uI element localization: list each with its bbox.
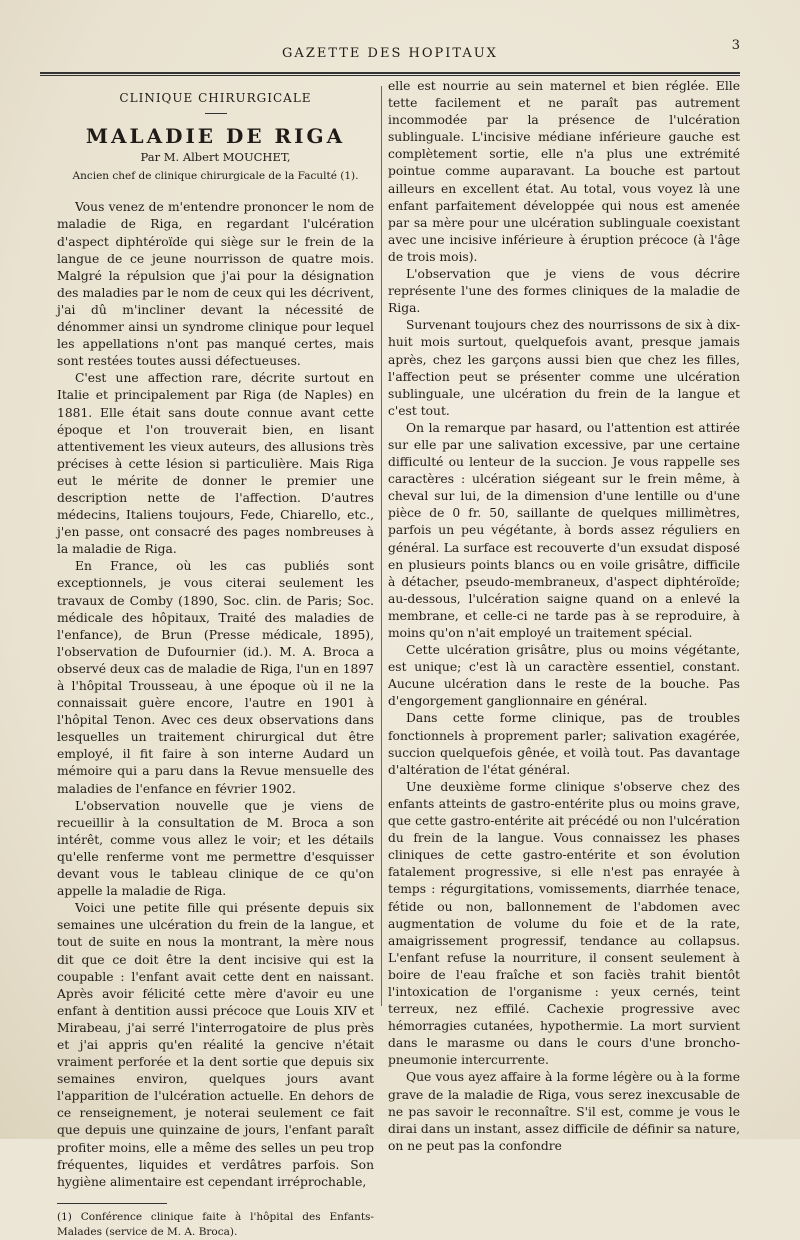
paragraph: Une deuxième forme clinique s'observe chez des enfants atteints de gastro-entérite plus ou moins grave, que cette gastro-entérite ait précédé ou non l'ulcération du frein de la langue. Vous connaissez les phases cliniques de cette gastro-entérite et son évolution fatalement progressive, si elle n'est pas enrayée à temps : régurgitations, vomissements, diarrhée tenace, fétide ou non, ballonnement de l'abdomen avec augmentation de volume du foie et de la rate, amaigrissement progressif, tendance au collapsus. L'enfant refuse la nourriture, il consent seulement à boire de l'eau fraîche et son faciès trahit bientôt l'intoxication de l'organisme : yeux cernés, teint terreux, nez effilé. Cachexie progressive avec hémorragies cutanées, hypothermie. La mort survient dans le marasme ou dans le cours d'une broncho-pneumonie intercurrente. <box>388 779 740 1068</box>
paragraph: Survenant toujours chez des nourrissons de six à dix-huit mois surtout, quelquefois avant, presque jamais après, chez les garçons aussi bien que chez les filles, l'affection peut se présenter comme une ulcération sublinguale, une ulcération du frein de la langue et c'est tout. <box>388 318 740 418</box>
section-rule <box>205 113 227 114</box>
header-rule-thin <box>40 75 740 76</box>
section-heading: CLINIQUE CHIRURGICALE <box>119 91 312 105</box>
paragraph: Dans cette forme clinique, pas de troubles fonctionnels à proprement parler; salivation exagérée, succion quelquefois gênée, et voilà tout. Pas davantage d'altération de l'état général. <box>388 711 740 777</box>
paragraph: Que vous ayez affaire à la forme légère ou à la forme grave de la maladie de Riga, vous serez inexcusable de ne pas savoir le reconnaître. S'il est, comme je vous le dirai dans un instant, assez difficile de définir sa nature, on ne peut pas la confondre <box>388 1070 740 1153</box>
paragraph: On la remarque par hasard, ou l'attention est attirée sur elle par une salivation excessive, par une certaine difficulté ou lenteur de la succion. Je vous rappelle ses caractères : ulcération siégeant sur le frein même, à cheval sur lui, de la dimension d'une lentille ou d'une pièce de 0 fr. 50, saillante de quelques millimètres, parfois un peu végétante, à bords assez réguliers en général. La surface est recouverte d'un exsudat disposé en plusieurs points blancs ou en voile grisâtre, difficile à détacher, pseudo-membraneux, d'aspect diphtéroïde; au-dessous, l'ulcération saigne quand on a enlevé la membrane, et celle-ci ne tarde pas à se reproduire, à moins qu'on n'ait employé un traitement spécial. <box>388 420 740 640</box>
paragraph: L'observation nouvelle que je viens de recueillir à la consultation de M. Broca a son intérêt, comme vous allez le voir; et les détails qu'elle renferme vont me permettre d'esquisser devant vous le tableau clinique de ce qu'on appelle la maladie de Riga. <box>57 798 374 899</box>
footnote-rule <box>57 1203 167 1204</box>
column-divider <box>381 86 382 1006</box>
right-column <box>388 78 740 1155</box>
paragraph: En France, où les cas publiés sont exceptionnels, je vous citerai seulement les travaux de Comby (1890, Soc. clin. de Paris; Soc. médicale des hôpitaux, Traité des maladies de l'enfance), de Brun (Presse médicale, 1895), l'observation de Dufournier (id.). M. A. Broca a observé deux cas de maladie de Riga, l'un en 1897 à l'hôpital Trousseau, à une époque où il ne la connaissait guère encore, l'autre en 1901 à l'hôpital Tenon. Avec ces deux observations dans lesquelles un traitement chirurgical dut être employé, il fit faire à son interne Audard un mémoire qui a paru dans la Revue mensuelle des maladies de l'enfance en février 1902. <box>57 559 374 796</box>
left-column <box>57 84 374 1240</box>
article-title: MALADIE DE RIGA <box>85 124 346 149</box>
article-author: Par M. Albert MOUCHET, <box>140 150 291 165</box>
paragraph: C'est une affection rare, décrite surtout en Italie et principalement par Riga (de Naples) en 1881. Elle était sans doute connue avant cette époque et l'on trouverait bien, en lisant attentivement les vieux auteurs, des allusions très précises à cette lésion si particulière. Mais Riga eut le mérite de donner le premier une description nette de l'affection. D'autres médecins, Italiens toujours, Fede, Chiarello, etc., j'en passe, ont consacré des pages nombreuses à la maladie de Riga. <box>57 371 374 557</box>
paragraph: Vous venez de m'entendre prononcer le nom de maladie de Riga, en regardant l'ulcération d'aspect diphtéroïde qui siège sur le frein de la langue de ce jeune nourrisson de quatre mois. Malgré la répulsion que j'ai pour la désignation des maladies par le nom de ceux qui les décrivent, j'ai dû m'incliner devant la nécessité de dénommer ainsi un syndrome clinique pour lequel les appellations n'ont pas manqué certes, mais sont restées toutes aussi défectueuses. <box>57 200 374 369</box>
header-rule-thick <box>40 72 740 74</box>
paragraph: Voici une petite fille qui présente depuis six semaines une ulcération du frein de la langue, et tout de suite en nous la montrant, la mère nous dit que ce doit être la dent incisive qui est la coupable : l'enfant avait cette dent en naissant. Après avoir félicité cette mère d'avoir eu une enfant à dentition aussi précoce que Louis XIV et Mirabeau, j'ai serré l'interrogatoire de plus près et j'ai appris qu'en réalité la gencive n'était vraiment perforée et la dent sortie que depuis six semaines environ, quelques jours avant l'apparition de l'ulcération actuelle. En dehors de ce renseignement, je noterai seulement ce fait que depuis une quinzaine de jours, l'enfant paraît profiter moins, elle a même des selles un peu trop fréquentes, liquides et verdâtres parfois. Son hygiène alimentaire est cependant irréprochable, <box>57 901 374 1189</box>
running-header: GAZETTE DES HOPITAUX <box>282 46 498 61</box>
footnote: (1) Conférence clinique faite à l'hôpital des Enfants-Malades (service de M. A. Broca). <box>57 1210 374 1238</box>
author-affiliation: Ancien chef de clinique chirurgicale de la Faculté (1). <box>72 170 359 183</box>
paragraph: Cette ulcération grisâtre, plus ou moins végétante, est unique; c'est là un caractère essentiel, constant. Aucune ulcération dans le reste de la bouche. Pas d'engorgement ganglionnaire en général. <box>388 643 740 709</box>
page-number: 3 <box>731 38 740 53</box>
paragraph: L'observation que je viens de vous décrire représente l'une des formes cliniques de la maladie de Riga. <box>388 267 740 316</box>
paragraph: elle est nourrie au sein maternel et bien réglée. Elle tette facilement et ne paraît pas autrement incommodée par la présence de l'ulcération sublinguale. L'incisive médiane inférieure gauche est complètement sortie, elle n'a plus une extrémité pointue comme auparavant. La bouche est partout ailleurs en excellent état. Au total, vous voyez là une enfant parfaitement développée qui nous est amenée par sa mère pour une ulcération sublinguale coexistant avec une incisive inférieure à éruption précoce (à l'âge de trois mois). <box>388 79 740 264</box>
